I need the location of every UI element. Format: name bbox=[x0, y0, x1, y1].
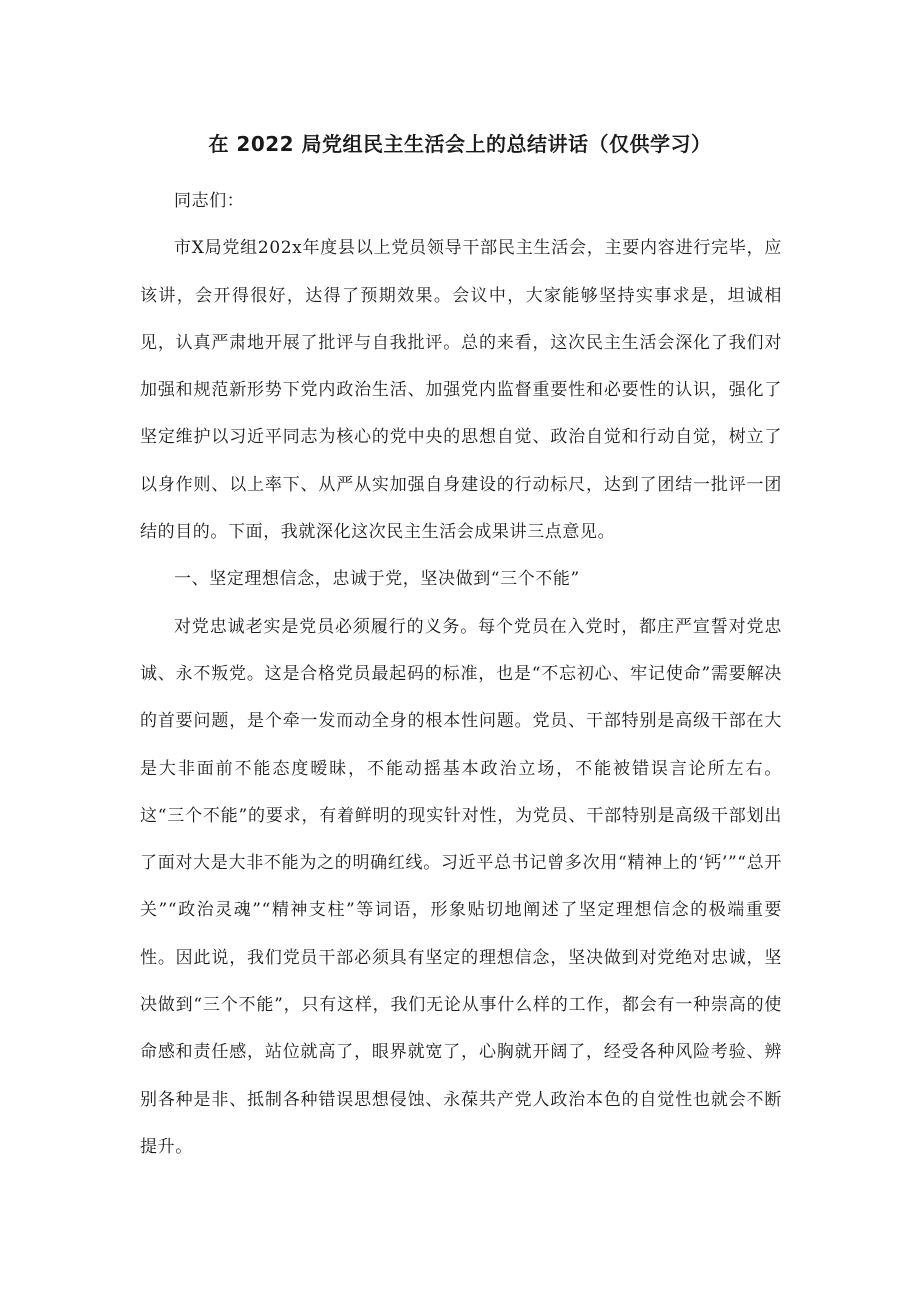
section-paragraph: 对党忠诚老实是党员必须履行的义务。每个党员在入党时，都庄严宣誓对党忠诚、永不叛党。这是合格党员最起码的标准，也是“不忘初心、牢记使命”需要解决的首要问题，是个牵一发而动全身的根本性问题。党员、干部特别是高级干部在大是大非面前不能态度暧昧，不能动摇基本政治立场，不能被错误言论所左右。这“三个不能”的要求，有着鲜明的现实针对性，为党员、干部特别是高级干部划出了面对大是大非不能为之的明确红线。习近平总书记曾多次用“精神上的‘钙’”“总开关”“政治灵魂”“精神支柱”等词语，形象贴切地阐述了坚定理想信念的极端重要性。因此说，我们党员干部必须具有坚定的理想信念，坚决做到对党绝对忠诚，坚决做到“三个不能”，只有这样，我们无论从事什么样的工作，都会有一种崇高的使命感和责任感，站位就高了，眼界就宽了，心胸就开阔了，经受各种风险考验、辨别各种是非、抵制各种错误思想侵蚀、永葆共产党人政治本色的自觉性也就会不断提升。 bbox=[140, 616, 782, 1157]
salutation: 同志们： bbox=[174, 191, 245, 211]
intro-paragraph: 市X局党组202x年度县以上党员领导干部民主生活会，主要内容进行完毕，应该讲，会开得很好，达得了预期效果。会议中，大家能够坚持实事求是，坦诚相见，认真严肃地开展了批评与自我批评。总的来看，这次民主生活会深化了我们对加强和规范新形势下党内政治生活、加强党内监督重要性和必要性的认识，强化了坚定维护以习近平同志为核心的党中央的思想自觉、政治自觉和行动自觉，树立了以身作则、以上率下、从严从实加强自身建设的行动标尺，达到了团结一批评一团结的目的。下面，我就深化这次民主生活会成果讲三点意见。 bbox=[140, 238, 782, 543]
document-title: 在 2022 局党组民主生活会上的总结讲话（仅供学习） bbox=[208, 132, 712, 156]
section-heading: 一、坚定理想信念，忠诚于党，坚决做到“三个不能” bbox=[174, 569, 580, 590]
document-body bbox=[140, 178, 782, 1171]
